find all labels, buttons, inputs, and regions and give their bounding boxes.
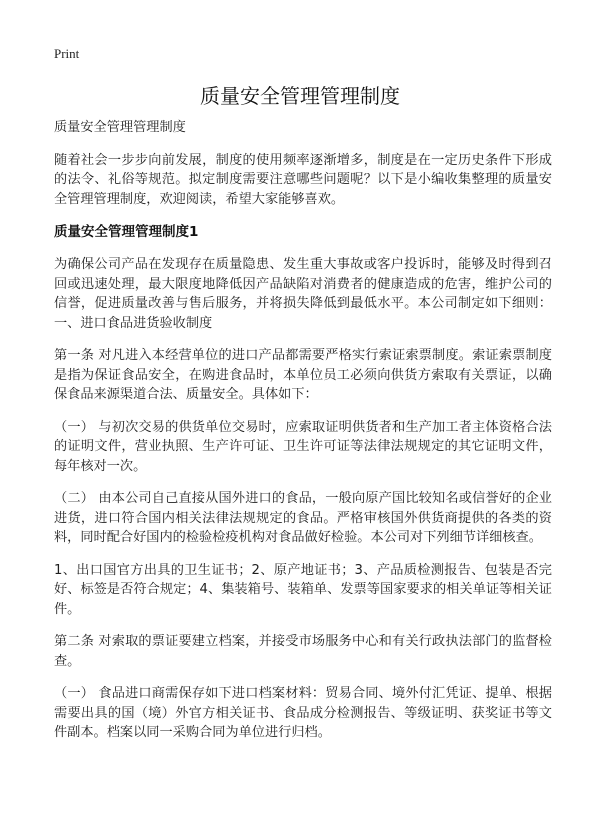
section-heading: 质量安全管理管理制度1 xyxy=(54,224,199,240)
body-paragraph: （二） 由本公司自己直接从国外进口的食品，一般向原产国比较知名或信誉好的企业进货，进口符合国内相关法律法规规定的食品。严格审核国外供货商提供的各类的资料，同时配合好国内的检验检疫机构对食品做好检验。本公司对下列细节详细核查。 xyxy=(54,491,552,545)
body-paragraph: （一） 与初次交易的供货单位交易时，应索取证明供货者和生产加工者主体资格合法的证明文件，营业执照、生产许可证、卫生许可证等法律法规规定的其它证明文件，每年核对一次。 xyxy=(54,419,552,474)
body-paragraph: 1、出口国官方出具的卫生证书；2、原产地证书；3、产品质检测报告、包装是否完好、标签是否符合规定；4、集装箱号、装箱单、发票等国家要求的相关单证等相关证件。 xyxy=(54,562,552,617)
document-body xyxy=(54,118,552,743)
body-paragraph: （一） 食品进口商需保存如下进口档案材料：贸易合同、境外付汇凭证、提单、根据需要出具的国（境）外官方相关证书、食品成分检测报告、等级证明、获奖证书等文件副本。档案以同一采购合同为单位进行归档。 xyxy=(54,686,552,740)
intro-paragraph: 随着社会一步步向前发展，制度的使用频率逐渐增多，制度是在一定历史条件下形成的法令、礼俗等规范。拟定制度需要注意哪些问题呢？以下是小编收集整理的质量安全管理管理制度，欢迎阅读，希望大家能够喜欢。 xyxy=(54,152,552,207)
page-title: 质量安全管理管理制度 xyxy=(200,84,400,108)
body-paragraph: 第二条 对索取的票证要建立档案，并接受市场服务中心和有关行政执法部门的监督检查。 xyxy=(54,634,552,669)
print-label[interactable]: Print xyxy=(54,46,80,61)
document-subtitle: 质量安全管理管理制度 xyxy=(54,120,186,135)
body-paragraph: 为确保公司产品在发现存在质量隐患、发生重大事故或客户投诉时，能够及时得到召回或迅速处理，最大限度地降低因产品缺陷对消费者的健康造成的危害，维护公司的信誉，促进质量改善与售后服务，并将损失降低到最低水平。本公司制定如下细则： 一、进口食品进货验收制度 xyxy=(54,257,552,331)
body-paragraph: 第一条 对凡进入本经营单位的进口产品都需要严格实行索证索票制度。索证索票制度是指为保证食品安全，在购进食品时，本单位员工必须向供货方索取有关票证，以确保食品来源渠道合法、质量安全。具体如下： xyxy=(54,348,552,402)
